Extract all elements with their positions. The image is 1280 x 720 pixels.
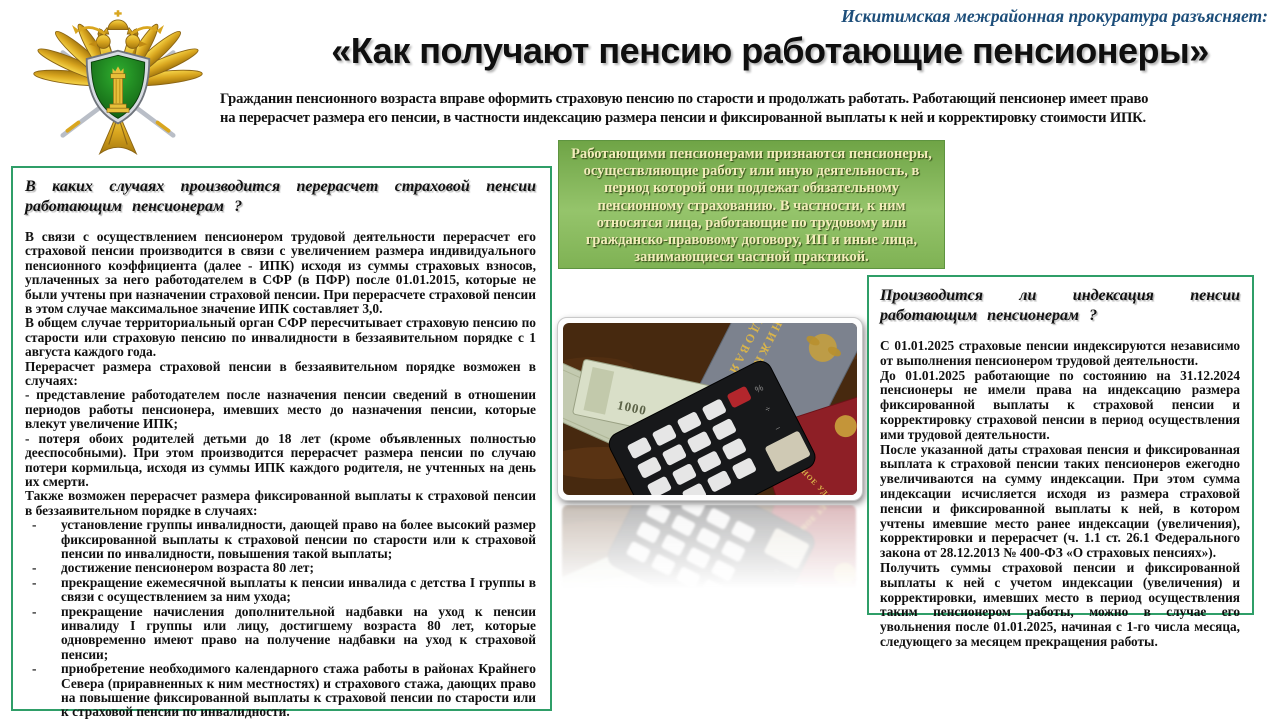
text-block: - потеря обоих родителей детьми до 18 лет (кроме объявленных полностью дееспособными). При этом производится перерасчет размера пенсии по случаю потери кормильца, исходя из суммы ИПК каждого родителя, не учтенных на день их смерти. [25, 430, 536, 489]
recalculation-panel [11, 166, 552, 720]
text-block: После указанной даты страховая пенсия и фиксированная выплата к страховой пенсии таких пенсионеров ежегодно увеличиваются на сумму индексации. При этом сумма индексации исчисляется исходя из размера страховой пенсии и фиксированной выплаты к ней, в котором учтены имевшие место ранее индексации (увеличения), корректировки и перерасчет (ч. 1.1 ст. 26.1 Федерального закона от 28.12.2013 № 400-ФЗ «О страховых пенсиях»). [880, 441, 1240, 561]
kicker-text: Искитимская межрайонная прокуратура разъясняет: [841, 6, 1268, 26]
text-block: С 01.01.2025 страховые пенсии индексируются независимо от выполнения пенсионером трудовой деятельности. [880, 338, 1240, 368]
text-block: Также возможен перерасчет размера фиксированной выплаты к страховой пенсии в беззаявительном порядке в случаях: [25, 488, 536, 518]
text-block: Перерасчет размера страховой пенсии в беззаявительном порядке возможен в случаях: [25, 358, 536, 389]
photo-reflection [557, 505, 863, 625]
text-block: - установление группы инвалидности, дающей право на более высокий размер фиксированной выплаты к страховой пенсии по старости или к страховой пенсии по инвалидности, повышения такой выплаты; [25, 518, 536, 561]
intro-paragraph: Гражданин пенсионного возраста вправе оформить страховую пенсию по старости и продолжать работать. Работающий пенсионер имеет право на перерасчет размера его пенсии, в частности индексацию размера пенсии и фиксированной выплаты к ней и корректировку стоимости ИПК. [220, 91, 1149, 126]
text-block: - прекращение начисления дополнительной надбавки на уход к пенсии инвалиду I группы или лицу, достигшему возраста 80 лет, которые одновременно имеют право на получение надбавки на уход к страховой пенсии; [25, 605, 536, 663]
text-block: - достижение пенсионером возраста 80 лет; [25, 561, 536, 575]
text-block: - прекращение ежемесячной выплаты к пенсии инвалида с детства I группы в связи с осуществлением за ним ухода; [25, 576, 536, 605]
documents-photo [557, 317, 863, 501]
prosecutor-emblem-icon [26, 2, 210, 162]
text-block: В связи с осуществлением пенсионером трудовой деятельности перерасчет его страховой пенсии производится в связи с увеличением размера индивидуального пенсионного коэффициента (далее - ИПК) исходя из суммы страховых взносов, уплаченных за него работодателем в СФР (в ПФР) после 01.01.2015, которые не были учтены при назначении страховой пенсии. При перерасчете страховой пенсии в этом случае максимальное значение ИПК составляет 3,0. [25, 229, 536, 317]
working-pensioner-definition-box [558, 140, 945, 269]
panel-heading: В каких случаях производится перерасчет страховой пенсии работающим пенсионерам ? [25, 178, 536, 215]
green-box-text: Работающими пенсионерами признаются пенсионеры, осуществляющие работу или иную деятельность, в период которой они подлежат обязательному пенсионному страхованию. В частности, к ним относятся лица, работающие по трудовому или гражданско-правовому договору, ИП и иные лица, занимающиеся частной практикой. [571, 146, 932, 266]
text-block: В общем случае территориальный орган СФР пересчитывает страховую пенсию по старости или страховую пенсию по инвалидности в беззаявительном порядке с 1 августа каждого года. [25, 315, 536, 360]
text-block: - представление работодателем после назначения пенсии сведений в отношении периодов работы пенсионера, имевших место до назначения пенсии, которые влекут увеличение ИПК; [25, 387, 536, 432]
panel-body [25, 230, 536, 720]
documents-photo-block [557, 317, 863, 501]
panel-body [880, 339, 1240, 650]
text-block: До 01.01.2025 работающие по состоянию на 31.12.2024 пенсионеры не имели права на индексацию размера фиксированной выплаты к страховой пенсии и корректировку страховой пенсии в период осуществления ими трудовой деятельности. [880, 367, 1240, 442]
page-title: «Как получают пенсию работающие пенсионеры» [331, 30, 1209, 71]
panel-heading: Производится ли индексация пенсии работающим пенсионерам ? [880, 287, 1240, 324]
indexation-panel [867, 275, 1254, 649]
text-block: - приобретение необходимого календарного стажа работы в районах Крайнего Севера (приравненных к ним местностях) и страхового стажа, дающих право на повышение фиксированной выплаты к страховой пенсии по старости или к страховой пенсии по инвалидности. [25, 662, 536, 720]
text-block: Получить суммы страховой пенсии и фиксированной выплаты к ней с учетом индексации (увеличения) и корректировки, имевших место в период осуществления таким пенсионером работы, можно в случае его увольнения после 01.01.2025, начиная с 1-го числа месяца, следующего за месяцем прекращения работы. [880, 559, 1240, 649]
